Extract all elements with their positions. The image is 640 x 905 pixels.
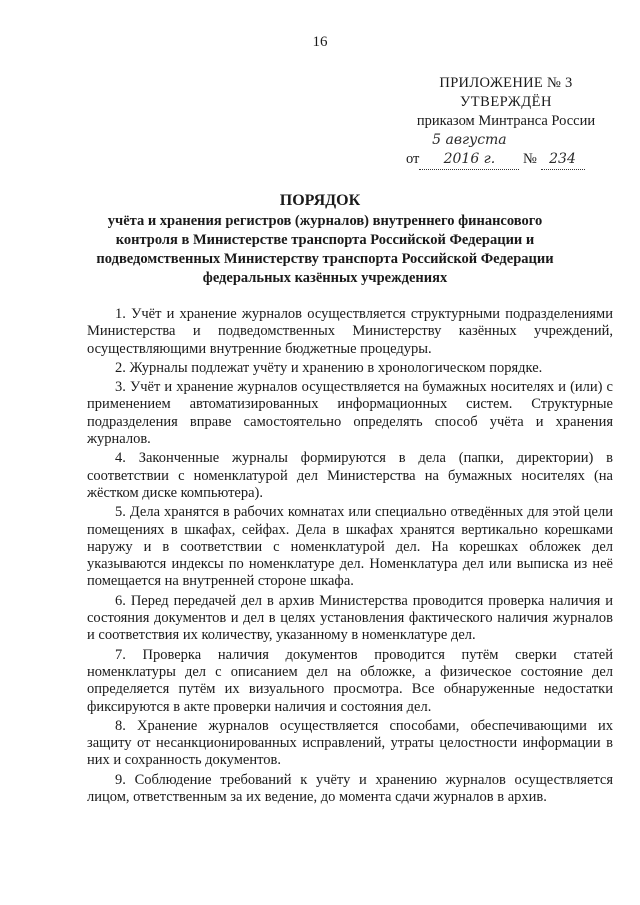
order-date-line xyxy=(392,131,620,170)
approval-block xyxy=(392,74,620,170)
document-subtitle: учёта и хранения регистров (журналов) внутреннего финансового контроля в Министерстве транспорта Российской Федерации и подведомственных Министерству транспорта Российской Федерации федеральных казённых учреждениях xyxy=(96,213,554,286)
approved-label: УТВЕРЖДЁН xyxy=(460,94,552,110)
paragraph-7: 7. Проверка наличия документов проводится путём сверки статей номенклатуры дел с описанием дел на обложке, а физическое состояние дел определяется путём их визуального просмотра. Все обнаруженные недостатки фиксируются в акте проверки наличия и состояния дел. xyxy=(87,646,613,715)
number-label: № xyxy=(523,151,537,167)
page-number: 16 xyxy=(312,34,328,50)
order-text: приказом Минтранса России xyxy=(416,113,596,129)
paragraph-6: 6. Перед передачей дел в архив Министерства проводится проверка наличия и состояния документов и дел в целях установления фактического наличия журналов и соответствия их количеству, указанному в номенклатуре дел. xyxy=(87,592,613,644)
paragraph-9: 9. Соблюдение требований к учёту и хранению журналов осуществляется лицом, ответственным за их ведение, до момента сдачи журналов в архив. xyxy=(87,771,613,806)
paragraph-8: 8. Хранение журналов осуществляется способами, обеспечивающими их защиту от несанкционированных исправлений, утраты целостности информации в них и сохранность документов. xyxy=(87,717,613,769)
paragraph-4: 4. Законченные журналы формируются в дела (папки, директории) в соответствии с номенклатурой дел Министерства на бумажных носителях (на жёстком диске компьютера). xyxy=(87,450,613,501)
paragraph-1: 1. Учёт и хранение журналов осуществляется структурными подразделениями Министерства и подведомственных Министерству казённых учреждений, осуществляющими внутренние бюджетные процедуры. xyxy=(87,306,613,357)
handwritten-date: 5 августа 2016 г. xyxy=(419,131,519,170)
paragraph-5: 5. Дела хранятся в рабочих комнатах или специально отведённых для этой цели помещениях в шкафах, сейфах. Дела в шкафах хранятся вертикально корешками наружу и в соответствии с номенклатурой дел. На корешках обложек дел указываются индексы по номенклатуре дел. Номенклатура дел или выписка из неё помещается на внутренней стороне шкафа. xyxy=(87,504,613,590)
paragraph-3: 3. Учёт и хранение журналов осуществляется на бумажных носителях и (или) с применением автоматизированных информационных систем. Структурные подразделения вправе самостоятельно определять способ учёта и хранения журналов. xyxy=(87,379,613,448)
date-prefix: от xyxy=(406,151,420,167)
appendix-label: ПРИЛОЖЕНИЕ № 3 xyxy=(439,75,573,91)
handwritten-number: 234 xyxy=(541,150,585,170)
document-body xyxy=(87,306,613,808)
paragraph-2: 2. Журналы подлежат учёту и хранению в хронологическом порядке. xyxy=(115,359,543,376)
document-title: ПОРЯДОК xyxy=(279,192,361,209)
